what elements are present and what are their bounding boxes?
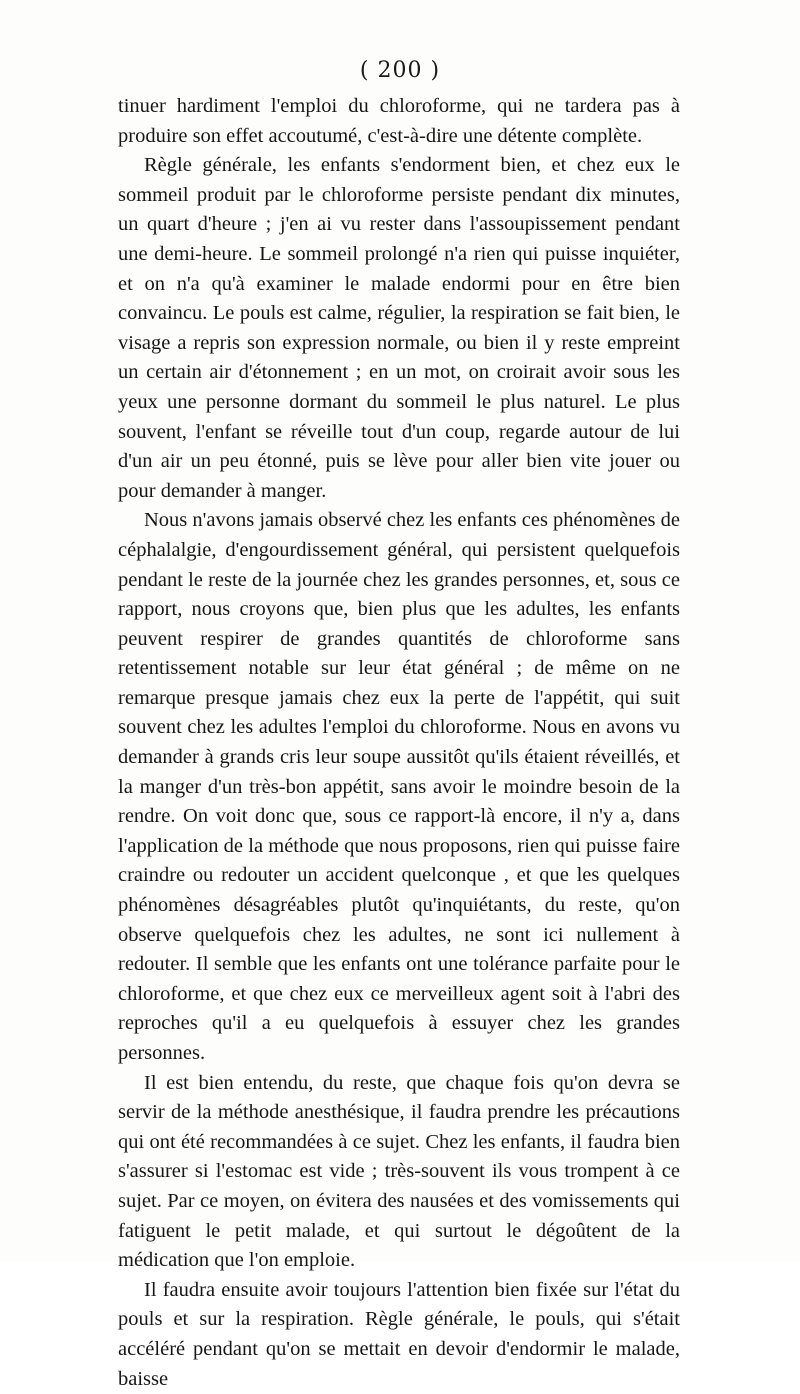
paragraph-3: Nous n'avons jamais observé chez les enfants ces phénomènes de céphalalgie, d'engourdissement général, qui persistent quelquefois pendant le reste de la journée chez les grandes personnes, et, sous ce rapport, nous croyons que, bien plus que les adultes, les enfants peuvent respirer de grandes quantités de chloroforme sans retentissement notable sur leur état général ; de même on ne remarque presque jamais chez eux la perte de l'appétit, qui suit souvent chez les adultes l'emploi du chloroforme. Nous en avons vu demander à grands cris leur soupe aussitôt qu'ils étaient réveillés, et la manger d'un très-bon appétit, sans avoir le moindre besoin de la rendre. On voit donc que, sous ce rapport-là encore, il n'y a, dans l'application de la méthode que nous proposons, rien qui puisse faire craindre ou redouter un accident quelconque , et que les quelques phénomènes désagréables plutôt qu'inquiétants, du reste, qu'on observe quelquefois chez les adultes, ne sont ici nullement à redouter. Il semble que les enfants ont une tolérance parfaite pour le chloroforme, et que chez eux ce merveilleux agent soit à l'abri des reproches qu'il a eu quelquefois à essuyer chez les grandes personnes. xyxy=(118,509,680,1064)
paragraph-5: Il faudra ensuite avoir toujours l'attention bien fixée sur l'état du pouls et sur la respiration. Règle générale, le pouls, qui s'était accéléré pendant qu'on se mettait en devoir d'endormir le malade, baisse xyxy=(118,1278,680,1390)
page-number: ( 200 ) xyxy=(359,58,441,83)
paragraph-1: tinuer hardiment l'emploi du chloroforme, qui ne tardera pas à produire son effet accoutumé, c'est-à-dire une détente complète. xyxy=(118,95,680,147)
paragraph-4: Il est bien entendu, du reste, que chaque fois qu'on devra se servir de la méthode anesthésique, il faudra prendre les précautions qui ont été recommandées à ce sujet. Chez les enfants, il faudra bien s'assurer si l'estomac est vide ; très-souvent ils vous trompent à ce sujet. Par ce moyen, on évitera des nausées et des vomissements qui fatiguent le petit malade, et qui surtout le dégoûtent de la médication que l'on emploie. xyxy=(118,1071,680,1272)
body-text xyxy=(118,92,680,1394)
paragraph-2: Règle générale, les enfants s'endorment bien, et chez eux le sommeil produit par le chloroforme persiste pendant dix minutes, un quart d'heure ; j'en ai vu rester dans l'assoupissement pendant une demi-heure. Le sommeil prolongé n'a rien qui puisse inquiéter, et on n'a qu'à examiner le malade endormi pour en être bien convaincu. Le pouls est calme, régulier, la respiration se fait bien, le visage a repris son expression normale, ou bien il y reste empreint un certain air d'étonnement ; en un mot, on croirait avoir sous les yeux une personne dormant du sommeil le plus naturel. Le plus souvent, l'enfant se réveille tout d'un coup, regarde autour de lui d'un air un peu étonné, puis se lève pour aller bien vite jouer ou pour demander à manger. xyxy=(118,154,680,502)
